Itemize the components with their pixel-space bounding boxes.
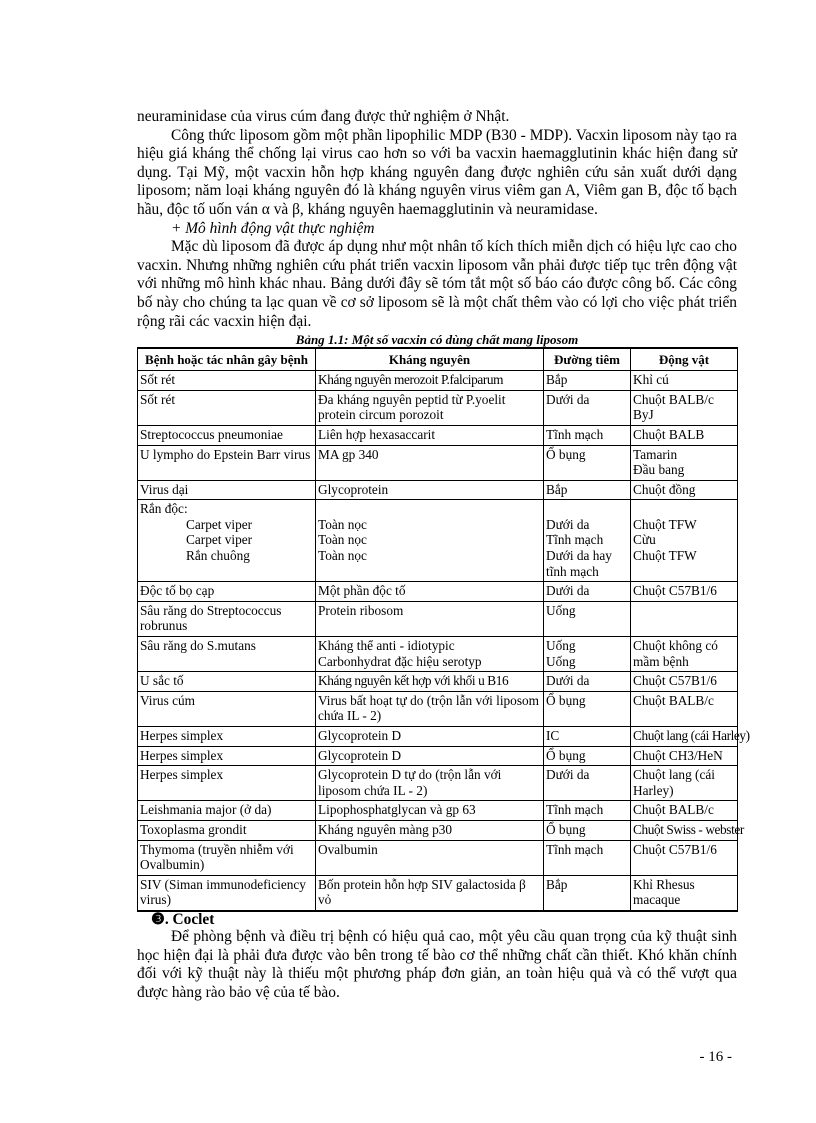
cell-route: Dưới da: [544, 390, 631, 425]
table-row: [138, 637, 738, 672]
cell-animal: Chuột CH3/HeN: [631, 746, 738, 766]
snake-antigen: Toàn nọc: [318, 532, 367, 548]
cell-disease: U lympho do Epstein Barr virus: [138, 445, 316, 480]
cell-route: Ổ bụng: [544, 746, 631, 766]
table-row: [138, 480, 738, 500]
section-title: . Coclet: [164, 910, 215, 928]
cell-antigen: Bốn protein hỗn hợp SIV galactosida β vỏ: [316, 875, 544, 911]
cell-animal: Chuột lang (cái Harley): [631, 766, 738, 801]
cell-disease: Herpes simplex: [138, 766, 316, 801]
snake-name: Carpet viper: [186, 532, 253, 548]
table-row: [138, 691, 738, 726]
cell-animal: Chuột Swiss - webster: [631, 820, 738, 840]
table-row: [138, 746, 738, 766]
page-content: [137, 108, 750, 1002]
table-row: [138, 766, 738, 801]
table-row: [138, 390, 738, 425]
snake-antigen: Toàn nọc: [318, 548, 367, 564]
cell-antigen: [316, 637, 544, 672]
cell-disease: SIV (Siman immunodeficiency virus): [138, 875, 316, 911]
cell-antigen: Liên hợp hexasaccarit: [316, 425, 544, 445]
section-heading: [137, 912, 737, 928]
cell-disease: Toxoplasma grondit: [138, 820, 316, 840]
snake-route: Dưới da: [546, 516, 590, 532]
snake-animal: Chuột TFW: [633, 516, 697, 532]
route-line: Uống: [546, 653, 576, 669]
paragraph-3: Mặc dù liposom đã được áp dụng như một nhân tố kích thích miễn dịch có hiệu lực cao cho vacxin. Nhưng những nghiên cứu phát triển vacxin liposom vẫn phải được tiếp tục trên động vật với những mô hình khác nhau. Bảng dưới đây sẽ tóm tắt một số báo cáo được công bố. Các công bố này cho chúng ta lạc quan về cơ sở liposom sẽ là một chất thêm vào có lợi cho việc phát triển rộng rãi các vacxin hiện đại.: [137, 238, 737, 330]
subheading-animal-model: + Mô hình động vật thực nghiệm: [171, 219, 375, 237]
cell-antigen: Ovalbumin: [316, 840, 544, 875]
cell-disease: Sốt rét: [138, 390, 316, 425]
cell-antigen: Đa kháng nguyên peptid từ P.yoelit protein circum porozoit: [316, 390, 544, 425]
cell-disease: Streptococcus pneumoniae: [138, 425, 316, 445]
table-row: [138, 820, 738, 840]
table-row: [138, 801, 738, 821]
paragraph-1: neuraminidase của virus cúm đang được thử nghiệm ở Nhật.: [137, 108, 510, 125]
cell-animal: Chuột C57B1/6: [631, 582, 738, 602]
cell-antigen: Protein ribosom: [316, 601, 544, 636]
table-row: [138, 672, 738, 692]
header-animal: Động vật: [631, 348, 738, 371]
snake-name: Rắn chuông: [186, 548, 250, 564]
cell-disease: Sốt rét: [138, 371, 316, 391]
cell-route: IC: [544, 727, 631, 747]
cell-disease: Leishmania major (ở da): [138, 801, 316, 821]
paragraph-2: Công thức liposom gồm một phần lipophilic MDP (B30 - MDP). Vacxin liposom này tạo ra hiệu giá kháng thể chống lại virus cao hơn so với ba vacxin haemagglutinin khác hiện đang sử dụng. Tại Mỹ, một vacxin hỗn hợp kháng nguyên đang được nghiên cứu sản xuất dưới dạng liposom; năm loại kháng nguyên đó là kháng nguyên virus viêm gan A, Viêm gan B, độc tố bạch hầu, độc tố uốn ván α và β, kháng nguyên haemagglutinin và neuramidase.: [137, 126, 737, 218]
snake-antigen: Toàn nọc: [318, 516, 367, 532]
cell-antigen: MA gp 340: [316, 445, 544, 480]
cell-route: [544, 637, 631, 672]
cell-disease: Thymoma (truyền nhiễm với Ovalbumin): [138, 840, 316, 875]
cell-animal: Chuột đồng: [631, 480, 738, 500]
cell-route: [544, 500, 631, 582]
cell-animal: Chuột BALB/c ByJ: [631, 390, 738, 425]
section-marker-icon: ❸: [151, 910, 165, 928]
cell-animal: Chuột lang (cái Harley): [631, 727, 738, 747]
table-row: [138, 601, 738, 636]
table-header-row: [138, 348, 738, 371]
antigen-line: Kháng thể anti - idiotypic: [318, 638, 455, 654]
cell-disease: U sắc tố: [138, 672, 316, 692]
cell-disease: Virus cúm: [138, 691, 316, 726]
cell-antigen: Glycoprotein D: [316, 727, 544, 747]
table-caption: Bảng 1.1: Một số vacxin có dùng chất mang liposom: [295, 332, 579, 348]
antigen-line: Carbonhydrat đặc hiệu serotyp: [318, 653, 482, 669]
cell-antigen: [316, 500, 544, 582]
table-row: [138, 445, 738, 480]
cell-animal: [631, 601, 738, 636]
cell-route: Dưới da: [544, 672, 631, 692]
cell-animal: Chuột C57B1/6: [631, 840, 738, 875]
cell-route: Tĩnh mạch: [544, 425, 631, 445]
animal-line: Tamarin: [633, 446, 678, 462]
cell-antigen: Glycoprotein: [316, 480, 544, 500]
cell-animal: Chuột BALB/c: [631, 691, 738, 726]
snake-route: Dưới da hay tĩnh mạch: [546, 548, 612, 579]
table-row: [138, 582, 738, 602]
cell-antigen: Kháng nguyên merozoit P.falciparum: [316, 371, 544, 391]
cell-antigen: Kháng nguyên kết hợp với khối u B16: [316, 672, 544, 692]
cell-route: Bắp: [544, 371, 631, 391]
cell-antigen: Một phần độc tố: [316, 582, 544, 602]
cell-route: Tĩnh mạch: [544, 840, 631, 875]
route-line: Uống: [546, 638, 576, 654]
cell-antigen: Virus bất hoạt tự do (trộn lẫn với liposom chứa IL - 2): [316, 691, 544, 726]
cell-antigen: Glycoprotein D: [316, 746, 544, 766]
animal-line: Đầu bang: [633, 462, 685, 478]
cell-route: Ổ bụng: [544, 820, 631, 840]
table-row: [138, 425, 738, 445]
table-row: [138, 727, 738, 747]
cell-animal: Chuột không có mầm bệnh: [631, 637, 738, 672]
cell-disease: Virus dại: [138, 480, 316, 500]
cell-route: Dưới da: [544, 766, 631, 801]
cell-disease: Sâu răng do S.mutans: [138, 637, 316, 672]
cell-route: Dưới da: [544, 582, 631, 602]
table-row: [138, 371, 738, 391]
cell-disease: Sâu răng do Streptococcus robrunus: [138, 601, 316, 636]
header-antigen: Kháng nguyên: [316, 348, 544, 371]
table-row: [138, 840, 738, 875]
cell-animal: [631, 500, 738, 582]
snake-animal: Chuột TFW: [633, 548, 697, 564]
cell-antigen: Glycoprotein D tự do (trộn lẫn với liposom chứa IL - 2): [316, 766, 544, 801]
section-body: Để phòng bệnh và điều trị bệnh có hiệu quả cao, một yêu cầu quan trọng của kỹ thuật sinh học hiện đại là phải đưa được vào bên trong tế bào cơ thể những chất cần thiết. Khó khăn chính đối với kỹ thuật này là thiếu một phương pháp đơn giản, an toàn hiệu quả và có thể vượt qua được hàng rào bảo vệ của tế bào.: [137, 927, 737, 1001]
cell-animal: Chuột BALB/c: [631, 801, 738, 821]
cell-route: Tĩnh mạch: [544, 801, 631, 821]
header-disease: Bệnh hoặc tác nhân gây bệnh: [138, 348, 316, 371]
snake-route: Tĩnh mạch: [546, 532, 604, 548]
snake-animal: Cừu: [633, 532, 656, 548]
cell-animal: Chuột C57B1/6: [631, 672, 738, 692]
cell-animal: Chuột BALB: [631, 425, 738, 445]
cell-route: Uống: [544, 601, 631, 636]
header-route: Đường tiêm: [544, 348, 631, 371]
cell-route: Ổ bụng: [544, 691, 631, 726]
cell-animal: Khỉ cú: [631, 371, 738, 391]
cell-antigen: Lipophosphatglycan và gp 63: [316, 801, 544, 821]
cell-disease: [138, 500, 316, 582]
cell-route: Ổ bụng: [544, 445, 631, 480]
cell-disease: Herpes simplex: [138, 727, 316, 747]
table-row: [138, 875, 738, 911]
cell-disease: Herpes simplex: [138, 746, 316, 766]
vaccine-table: [137, 347, 750, 912]
table-row-snake: [138, 500, 738, 582]
cell-disease: Độc tố bọ cạp: [138, 582, 316, 602]
snake-title: Rắn độc:: [140, 501, 188, 517]
page-number: - 16 -: [699, 1049, 732, 1065]
cell-antigen: Kháng nguyên màng p30: [316, 820, 544, 840]
cell-route: Bắp: [544, 480, 631, 500]
snake-name: Carpet viper: [186, 516, 253, 532]
cell-animal: [631, 445, 738, 480]
cell-animal: Khỉ Rhesus macaque: [631, 875, 738, 911]
cell-route: Bắp: [544, 875, 631, 911]
